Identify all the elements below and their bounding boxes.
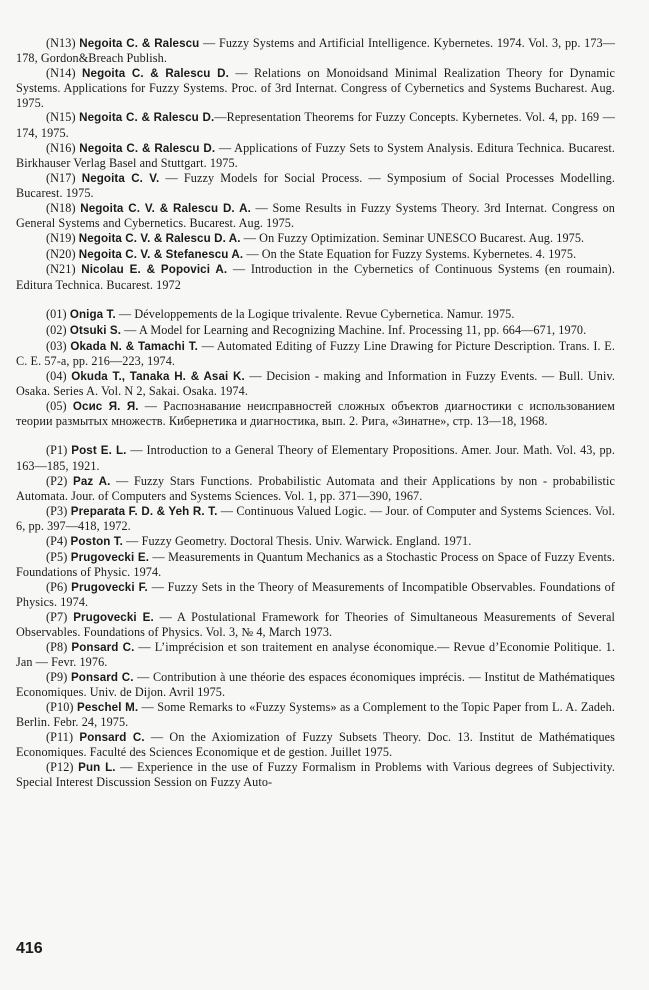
reference-tag: (N20) — [46, 246, 76, 261]
reference-entry — [16, 550, 615, 580]
reference-entry — [16, 201, 615, 231]
reference-entry — [16, 323, 615, 338]
reference-entry — [16, 247, 615, 262]
reference-entry — [16, 141, 615, 171]
reference-tag: (P8) — [46, 639, 68, 654]
reference-text: — Applications of Fuzzy Sets to System Analysis. Editura Technica. Bucarest. Birkhauser Verlag Basel and Stuttgart. 1975. — [16, 140, 615, 170]
reference-author: Negoita C. & Ralescu D. — [82, 67, 229, 81]
reference-tag: (01) — [46, 307, 67, 322]
reference-entry — [16, 443, 615, 473]
reference-text: — On Fuzzy Optimization. Seminar UNESCO Bucarest. Aug. 1975. — [240, 230, 585, 245]
reference-author: Post E. L. — [71, 444, 127, 458]
reference-tag: (N17) — [46, 170, 76, 185]
reference-entry — [16, 339, 615, 369]
reference-text: — A Model for Learning and Recognizing Machine. Inf. Processing 11, pp. 664—671, 1970. — [121, 322, 587, 337]
reference-author: Preparata F. D. & Yeh R. T. — [70, 504, 218, 518]
reference-entry — [16, 307, 615, 322]
reference-entry — [16, 474, 615, 504]
reference-section — [16, 36, 615, 292]
reference-tag: (04) — [46, 368, 67, 383]
reference-tag: (N15) — [46, 110, 76, 125]
reference-text: — Some Results in Fuzzy Systems Theory. 3rd Internat. Congress on General Systems and Cybernetics. Bucarest. Aug. 1975. — [16, 200, 615, 231]
reference-author: Otsuki S. — [69, 323, 122, 337]
reference-text: —Representation Theorems for Fuzzy Concepts. Kybernetes. Vol. 4, pp. 169 —174, 1975. — [16, 110, 615, 140]
reference-tag: (N21) — [46, 262, 76, 277]
reference-text: — Fuzzy Sets in the Theory of Measurements of Incompatible Observables. Foundations of Physics. 1974. — [16, 579, 616, 609]
reference-entry — [16, 110, 615, 140]
reference-author: Ponsard C. — [71, 640, 135, 654]
reference-entry — [16, 36, 615, 66]
reference-author: Poston T. — [70, 534, 123, 548]
reference-text: — Fuzzy Systems and Artificial Intelligence. Kybernetes. 1974. Vol. 3, pp. 173—178, Gordon&Breach Publish. — [16, 36, 615, 66]
reference-author: Negoita C. & Ralescu D. — [79, 111, 215, 125]
reference-text: — Continuous Valued Logic. — Jour. of Computer and Systems Sciences. Vol. 6, pp. 397—418, 1972. — [16, 503, 615, 533]
reference-tag: (N13) — [46, 36, 76, 50]
reference-text: — On the State Equation for Fuzzy Systems. Kybernetes. 4. 1975. — [243, 246, 577, 261]
reference-section — [16, 307, 615, 428]
reference-tag: (P3) — [46, 503, 68, 518]
reference-author: Negoita C. & Ralescu — [79, 37, 200, 50]
reference-tag: (P11) — [46, 730, 74, 745]
reference-entry — [16, 504, 615, 534]
reference-tag: (P7) — [46, 609, 68, 624]
reference-author: Negoita C. V. & Ralescu D. A. — [78, 231, 241, 245]
reference-text: — Experience in the use of Fuzzy Formalism in Problems with Various degrees of Subjectivity. Special Interest Discussion Session on Fuzzy Auto- — [16, 760, 616, 790]
reference-entry — [16, 730, 615, 760]
reference-tag: (P6) — [46, 579, 68, 594]
reference-text: — Распознавание неисправностей сложных объектов диагностики с использованием теории размытых множеств. Кибернетика и диагностика, вып. 2. Рига, «Зинатне», стр. 13—18, 1968. — [16, 398, 615, 429]
reference-tag: (P2) — [46, 473, 68, 488]
reference-entry — [16, 171, 615, 201]
reference-entry — [16, 580, 615, 610]
reference-author: Negoita C. V. & Stefanescu A. — [78, 247, 244, 261]
page-number: 416 — [16, 940, 43, 957]
reference-tag: (P4) — [46, 533, 68, 548]
reference-text: — On the Axiomization of Fuzzy Subsets Theory. Doc. 13. Institut de Mathématiques Economiques. Faculté des Sciences Economique et de gestion. Juillet 1975. — [16, 730, 616, 760]
reference-author: Pun L. — [78, 761, 116, 775]
reference-section — [16, 443, 615, 789]
reference-entry — [16, 399, 615, 429]
reference-text: — Automated Editing of Fuzzy Line Drawing for Picture Description. Trans. I. E. C. E. 57-a, pp. 216—223, 1974. — [16, 338, 615, 368]
reference-author: Negoita C. V. — [81, 171, 160, 185]
reference-author: Peschel M. — [76, 700, 139, 714]
reference-tag: (P10) — [46, 699, 74, 714]
reference-entry — [16, 610, 615, 640]
reference-tag: (02) — [46, 322, 67, 337]
reference-text: — Relations on Monoidsand Minimal Realization Theory for Dynamic Systems. Applications for Fuzzy Systems. Proc. of 3rd Internat. Congress of Cybernetics and Systems Bucharest. Aug. 1975. — [16, 66, 615, 110]
reference-tag: (N16) — [46, 140, 76, 155]
reference-tag: (N14) — [46, 66, 76, 81]
reference-entry — [16, 369, 615, 399]
reference-tag: (P1) — [46, 443, 68, 458]
reference-tag: (N18) — [46, 200, 76, 215]
reference-text: — L’imprécision et son traitement en analyse économique.— Revue d’Economie Politique. 1. Jan — Fevr. 1976. — [16, 639, 615, 670]
reference-text: — Fuzzy Stars Functions. Probabilistic Automata and their Applications by non - probabilistic Automata. Jour. of Computers and Systems Sciences. Vol. 1, pp. 371—390, 1967. — [16, 473, 615, 503]
reference-tag: (05) — [46, 398, 67, 413]
reference-text: — A Postulational Framework for Theories of Simultaneous Measurements of Several Observables. Foundations of Physics. Vol. 3, № 4, March 1973. — [16, 609, 615, 639]
reference-author: Осис Я. Я. — [72, 399, 139, 413]
reference-author: Okuda T., Tanaka H. & Asai K. — [71, 369, 245, 383]
reference-tag: (N19) — [46, 230, 76, 245]
reference-author: Okada N. & Tamachi T. — [70, 339, 198, 353]
reference-tag: (P9) — [46, 669, 68, 684]
reference-entry — [16, 534, 615, 549]
reference-author: Ponsard C. — [79, 731, 145, 745]
reference-text: — Measurements in Quantum Mechanics as a Stochastic Process on Space of Fuzzy Events. Foundations of Physic. 1974. — [16, 549, 615, 579]
reference-author: Nicolau E. & Popovici A. — [81, 263, 228, 277]
reference-entry — [16, 231, 615, 246]
reference-author: Oniga T. — [69, 308, 116, 322]
reference-tag: (03) — [46, 338, 67, 353]
reference-text: — Fuzzy Models for Social Process. — Symposium of Social Processes Modelling. Bucarest. 1975. — [16, 170, 615, 200]
reference-author: Negoita C. & Ralescu D. — [79, 141, 216, 155]
reference-tag: (P5) — [46, 549, 68, 564]
reference-text: — Introduction in the Cybernetics of Continuous Systems (en roumain). Editura Technica. Bucarest. 1972 — [16, 262, 615, 292]
reference-text: — Decision - making and Information in Fuzzy Events. — Bull. Univ. Osaka. Series A. Vol. N 2, Sakai. Osaka. 1974. — [16, 368, 615, 399]
reference-author: Ponsard C. — [70, 670, 134, 684]
reference-text: — Some Remarks to «Fuzzy Systems» as a Complement to the Topic Paper from L. A. Zadeh. Berlin. Febr. 24, 1975. — [16, 699, 615, 730]
reference-entry — [16, 640, 615, 670]
reference-list — [16, 36, 615, 790]
reference-text: — Fuzzy Geometry. Doctoral Thesis. Univ. Warwick. England. 1971. — [122, 533, 472, 548]
reference-author: Paz A. — [73, 474, 111, 488]
reference-author: Negoita C. V. & Ralescu D. A. — [80, 201, 251, 215]
reference-entry — [16, 700, 615, 730]
reference-text: — Introduction to a General Theory of Elementary Propositions. Amer. Jour. Math. Vol. 43, pp. 163—185, 1921. — [16, 443, 615, 473]
reference-entry — [16, 262, 615, 292]
reference-entry — [16, 66, 615, 110]
reference-author: Prugovecki E. — [70, 550, 150, 564]
reference-author: Prugovecki E. — [73, 610, 154, 624]
reference-author: Prugovecki F. — [71, 580, 148, 594]
reference-text: — Développements de la Logique trivalente. Revue Cybernetica. Namur. 1975. — [115, 307, 515, 322]
reference-text: — Contribution à une théorie des espaces économiques imprécis. — Institut de Mathématiques Economiques. Univ. de Dijon. Avril 1975. — [16, 669, 615, 700]
reference-entry — [16, 670, 615, 700]
reference-tag: (P12) — [46, 760, 74, 775]
reference-entry — [16, 760, 615, 790]
